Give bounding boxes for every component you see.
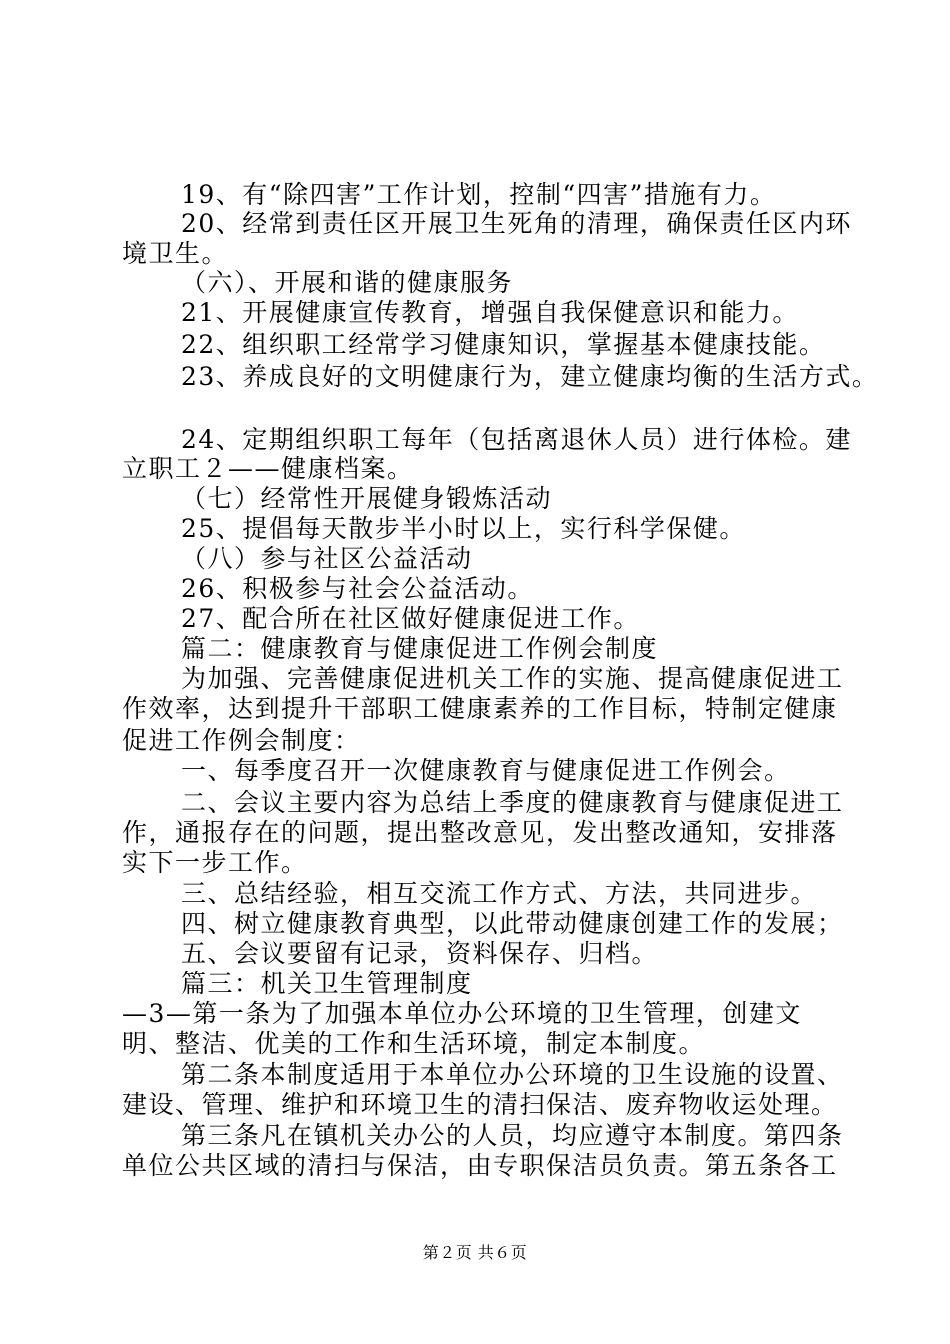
chapter-heading: 篇二：健康教育与健康促进工作例会制度 [181,634,659,663]
text-line: 促进工作例会制度： [122,726,361,755]
text-line: 27、配合所在社区做好健康促进工作。 [181,604,640,633]
text-line: 五、会议要留有记录，资料保存、归档。 [181,939,659,968]
text-line: 22、组织职工经常学习健康知识，掌握基本健康技能。 [181,330,826,359]
text-line: 为加强、完善健康促进机关工作的实施、提高健康促进工 [181,664,844,693]
text-line: 25、提倡每天散步半小时以上，实行科学保健。 [181,514,746,543]
text-line: 作效率，达到提升干部职工健康素养的工作目标，特制定健康 [122,694,838,723]
text-line: 四、树立健康教育典型，以此带动健康创建工作的发展； [181,909,844,938]
text-line: 24、定期组织职工每年（包括离退休人员）进行体检。建 [181,425,852,454]
section-heading: （七）经常性开展健身锻炼活动 [181,484,553,513]
text-line: 19、有“除四害”工作计划，控制“四害”措施有力。 [181,180,777,209]
text-line: 境卫生。 [122,239,229,268]
text-line: 23、养成良好的文明健康行为，建立健康均衡的生活方式。 [181,362,879,391]
text-line: 建设、管理、维护和环境卫生的清扫保洁、废弃物收运处理。 [122,1090,838,1119]
chapter-heading: 篇三：机关卫生管理制度 [181,969,473,998]
text-line: 二、会议主要内容为总结上季度的健康教育与健康促进工 [181,788,844,817]
text-line: 21、开展健康宣传教育，增强自我保健意识和能力。 [181,298,799,327]
text-line: 20、经常到责任区开展卫生死角的清理，确保责任区内环 [181,209,852,238]
text-line: 立职工２——健康档案。 [122,454,414,483]
text-line: 26、积极参与社会公益活动。 [181,574,534,603]
text-line: 一、每季度召开一次健康教育与健康促进工作例会。 [181,756,791,785]
page-number-footer: 第２页 共６页 [422,1243,528,1262]
text-line: 实下一步工作。 [122,848,308,877]
text-line: 作，通报存在的问题，提出整改意见，发出整改通知，安排落 [122,818,838,847]
text-line: 第三条凡在镇机关办公的人员，均应遵守本制度。第四条 [181,1121,844,1150]
text-line: 明、整洁、优美的工作和生活环境，制定本制度。 [122,1029,706,1058]
text-line: 三、总结经验，相互交流工作方式、方法，共同进步。 [181,879,818,908]
section-heading: （六）、开展和谐的健康服务 [181,268,514,297]
text-line: —3—第一条为了加强本单位办公环境的卫生管理，创建文 [122,999,802,1028]
text-line: 单位公共区域的清扫与保洁，由专职保洁员负责。第五条各工 [122,1151,838,1180]
text-line: 第二条本制度适用于本单位办公环境的卫生设施的设置、 [181,1060,844,1089]
section-heading: （八）参与社区公益活动 [181,544,473,573]
